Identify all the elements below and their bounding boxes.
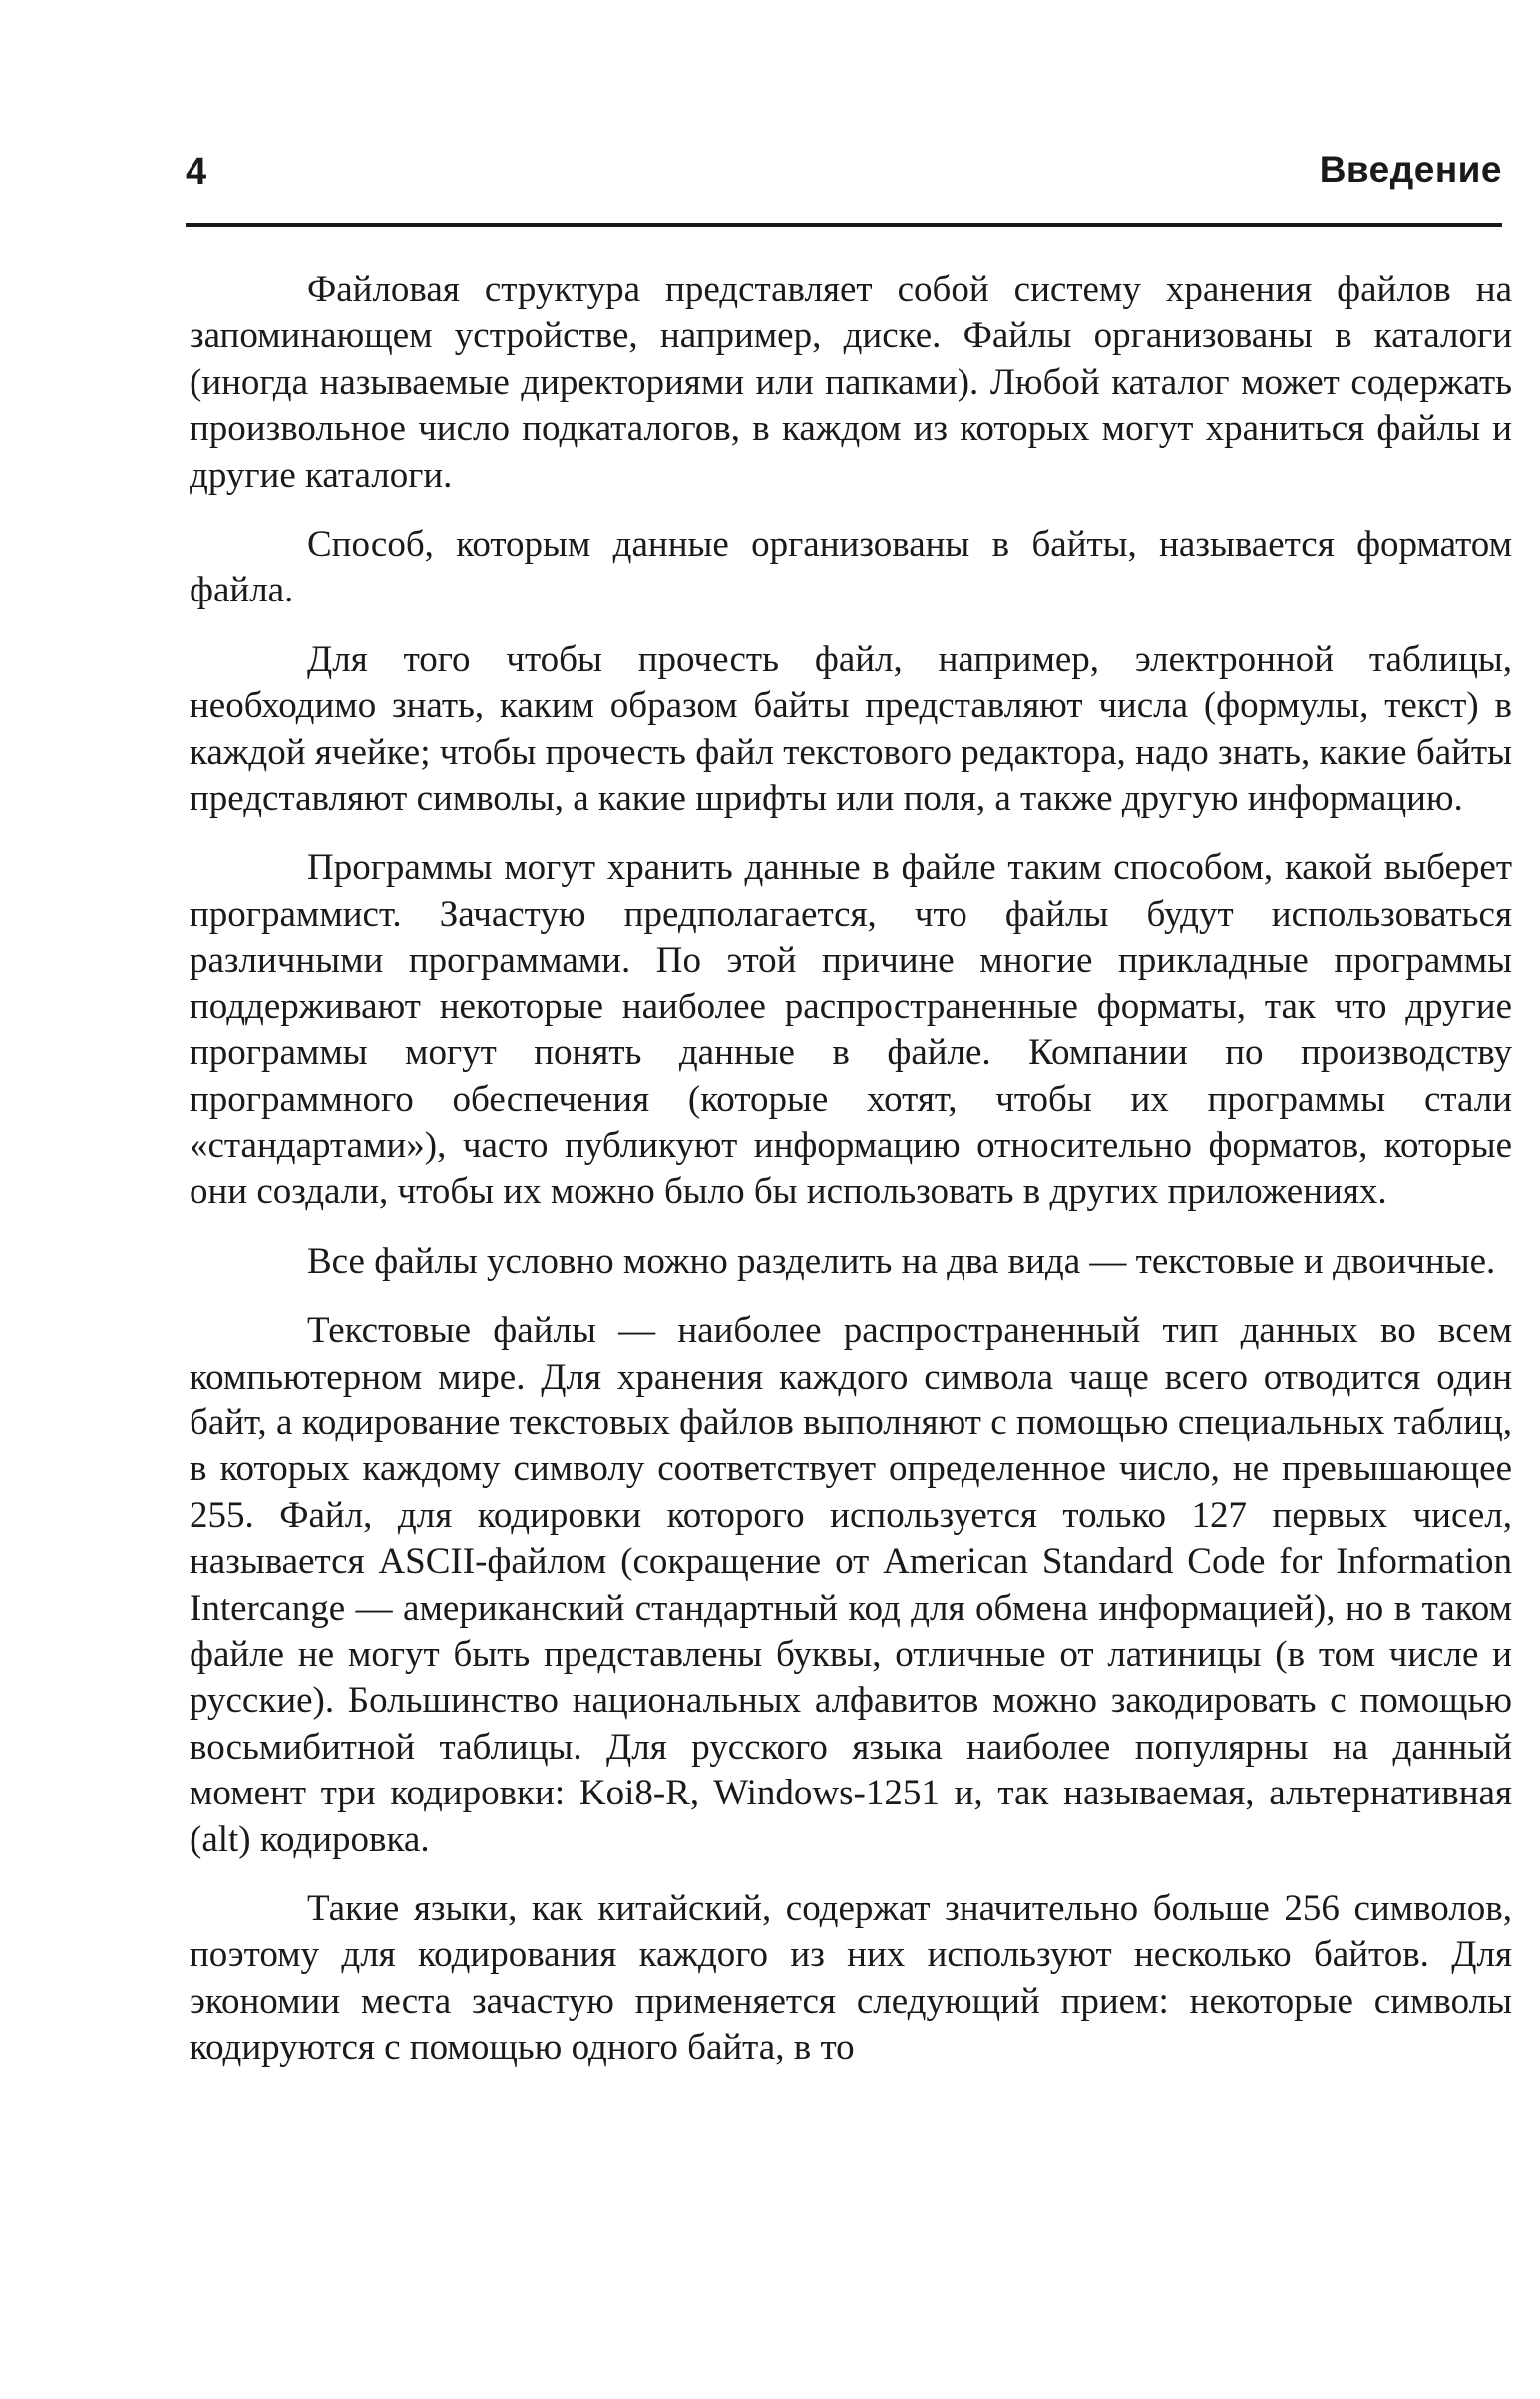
page-number: 4 [186,151,207,193]
paragraph-6: Текстовые файлы — наиболее распространенный тип данных во всем компьютерном мире. Для хранения каждого символа чаще всего отводится один байт, а кодирование текстовых файлов выполняют с помощью специальных таблиц, в которых каждому символу соответствует определенное число, не превышающее 255. Файл, для кодировки которого используется только 127 первых чисел, называется ASCII-файлом (сокращение от American Standard Code for Information Intercange — американский стандартный код для обмена информацией), но в таком файле не могут быть представлены буквы, отличные от латиницы (в том числе и русские). Большинство национальных алфавитов можно закодировать с помощью восьмибитной таблицы. Для русского языка наиболее популярны на данный момент три кодировки: Koi8-R, Windows-1251 и, так называемая, альтернативная (alt) кодировка. [190,1310,1512,1860]
running-title: Введение [1319,149,1502,190]
paragraph-3: Для того чтобы прочесть файл, например, электронной таблицы, необходимо знать, каким образом байты представляют числа (формулы, текст) в каждой ячейке; чтобы прочесть файл текстового редактора, надо знать, какие байты представляют символы, а какие шрифты или поля, а также другую информацию. [190,638,1512,820]
paragraph-7: Такие языки, как китайский, содержат значительно больше 256 символов, поэтому для кодирования каждого из них используют несколько байтов. Для экономии места зачастую применяется следующий прием: некоторые символы кодируются с помощью одного байта, в то [190,1888,1512,2069]
paragraph-4: Программы могут хранить данные в файле таким способом, какой выберет программист. Зачастую предполагается, что файлы будут использоваться различными программами. По этой причине многие прикладные программы поддерживают некоторые наиболее распространенные форматы, так что другие программы могут понять данные в файле. Компании по производству программного обеспечения (которые хотят, чтобы их программы стали «стандартами»), часто публикуют информацию относительно форматов, которые они создали, чтобы их можно было бы использовать в других приложениях. [190,847,1512,1213]
paragraph-2: Способ, которым данные организованы в байты, называется форматом файла. [190,524,1512,611]
page-header [186,148,1502,207]
header-rule [186,223,1502,227]
paragraph-1: Файловая структура представляет собой систему хранения файлов на запоминающем устройстве, например, диске. Файлы организованы в каталоги (иногда называемые директориями или папками). Любой каталог может содержать произвольное число подкаталогов, в каждом из которых могут храниться файлы и другие каталоги. [190,269,1512,496]
body-text [190,267,1512,2095]
paragraph-5: Все файлы условно можно разделить на два вида — текстовые и двоичные. [307,1240,1496,1282]
